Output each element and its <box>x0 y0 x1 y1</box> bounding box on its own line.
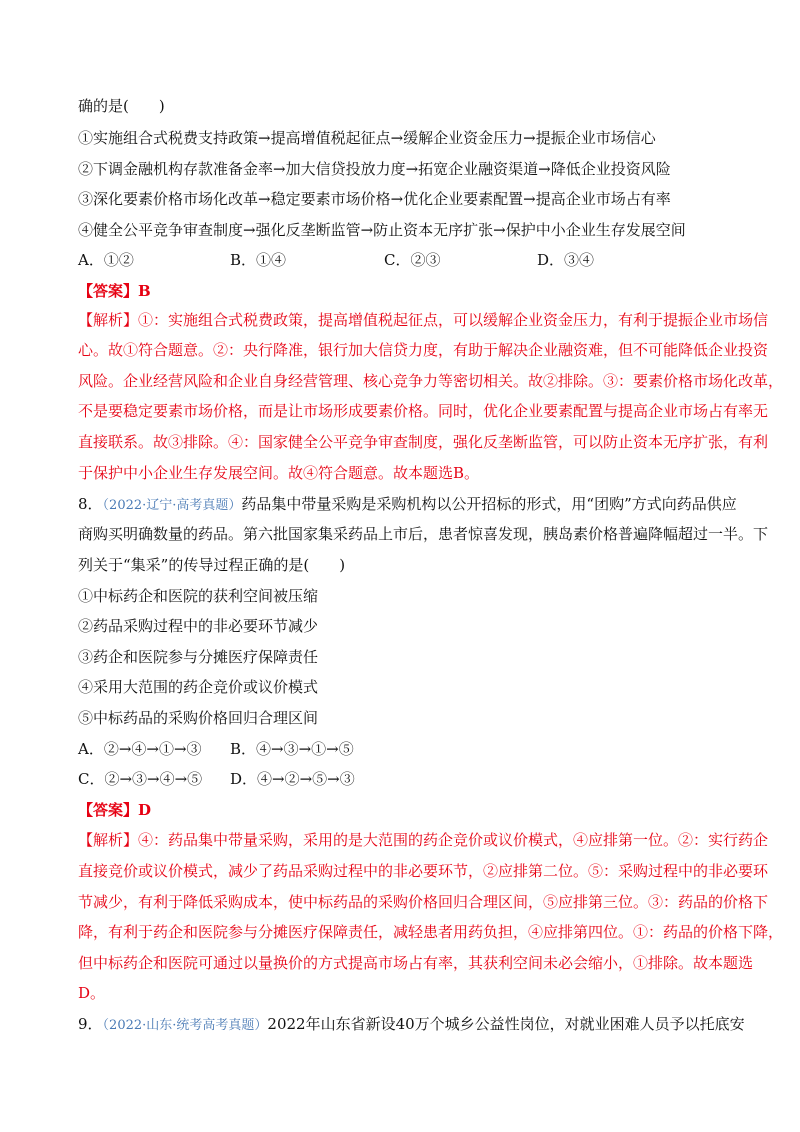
q7-item-3: ③深化要素价格市场化改革→稳定要素市场价格→优化企业要素配置→提高企业市场占有率 <box>78 190 671 208</box>
q7-option-c: C．②③ <box>384 251 441 269</box>
q8-analysis-line-4: 降，有利于药企和医院参与分摊医疗保障责任，减轻患者用药负担，④应排第四位。①：药品的价格下降， <box>78 923 784 941</box>
q7-stem-tail: 确的是( ) <box>78 97 165 115</box>
q7-analysis-line-1: 【解析】①：实施组合式税费政策，提高增值税起征点，可以缓解企业资金压力，有利于提振企业市场信 <box>78 311 769 329</box>
q8-option-c: C．②→③→④→⑤ <box>78 770 203 788</box>
q8-source: （2022·辽宁·高考真题） <box>102 498 242 513</box>
q7-option-a: A．①② <box>78 251 134 269</box>
q7-analysis-line-6: 于保护中小企业生存发展空间。故④符合题意。故本题选B。 <box>78 464 480 482</box>
q8-stem-line-2: 商购买明确数量的药品。第六批国家集采药品上市后，患者惊喜发现，胰岛素价格普遍降幅超过一半。下 <box>78 525 769 543</box>
q7-analysis-line-2: 心。故①符合题意。②：央行降准，银行加大信贷力度，有助于解决企业融资难，但不可能降低企业投资 <box>78 341 769 359</box>
q7-answer: 【答案】B <box>78 282 151 300</box>
q7-analysis-line-4: 不是要稳定要素市场价格，而是让市场形成要素价格。同时，优化企业要素配置与提高企业市场占有率无 <box>78 402 769 420</box>
q8-item-4: ④采用大范围的药企竞价或议价模式 <box>78 678 319 696</box>
q8-answer: 【答案】D <box>78 801 152 819</box>
q8-option-d: D．④→②→⑤→③ <box>230 770 355 788</box>
q8-item-2: ②药品采购过程中的非必要环节减少 <box>78 617 319 635</box>
q7-option-b: B．①④ <box>230 251 287 269</box>
q8-analysis-line-3: 节减少，有利于降低采购成本，使中标药品的采购价格回归合理区间，⑤应排第三位。③：药品的价格下 <box>78 893 769 911</box>
q9-stem: 2022年山东省新设40万个城乡公益性岗位，对就业困难人员予以托底安 <box>267 1015 745 1033</box>
q8-stem-line-3: 列关于“集采”的传导过程正确的是( ) <box>78 556 346 574</box>
q7-item-4: ④健全公平竞争审查制度→强化反垄断监管→防止资本无序扩张→保护中小企业生存发展空间 <box>78 221 686 239</box>
q9-stem-first-line <box>78 1014 745 1036</box>
q8-number: 8． <box>78 495 103 513</box>
q7-analysis-line-5: 直接联系。故③排除。④：国家健全公平竞争审查制度，强化反垄断监管，可以防止资本无序扩张，有利 <box>78 433 769 451</box>
q9-source: （2022·山东·统考高考真题） <box>102 1018 268 1033</box>
q7-item-2: ②下调金融机构存款准备金率→加大信贷投放力度→拓宽企业融资渠道→降低企业投资风险 <box>78 160 671 178</box>
q8-item-5: ⑤中标药品的采购价格回归合理区间 <box>78 709 319 727</box>
q7-option-d: D．③④ <box>537 251 595 269</box>
q8-analysis-line-6: D。 <box>78 984 106 1002</box>
q7-item-1: ①实施组合式税费支持政策→提高增值税起征点→缓解企业资金压力→提振企业市场信心 <box>78 129 656 147</box>
q7-analysis-line-3: 风险。企业经营风险和企业自身经营管理、核心竞争力等密切相关。故②排除。③：要素价格市场化改革， <box>78 372 784 390</box>
q8-item-1: ①中标药企和医院的获利空间被压缩 <box>78 587 319 605</box>
q8-analysis-line-5: 但中标药企和医院可通过以量换价的方式提高市场占有率，其获利空间未必会缩小，①排除。故本题选 <box>78 954 754 972</box>
q9-number: 9． <box>78 1015 103 1033</box>
q8-analysis-line-1: 【解析】④：药品集中带量采购，采用的是大范围的药企竞价或议价模式，④应排第一位。②：实行药企 <box>78 831 769 849</box>
q8-analysis-line-2: 直接竞价或议价模式，减少了药品采购过程中的非必要环节，②应排第二位。⑤：采购过程中的非必要环 <box>78 862 769 880</box>
q8-option-b: B．④→③→①→⑤ <box>230 740 354 758</box>
q8-stem-first-line <box>78 494 737 516</box>
q8-option-a: A．②→④→①→③ <box>78 740 202 758</box>
q8-stem-line-1: 药品集中带量采购是采购机构以公开招标的形式，用“团购”方式向药品供应 <box>241 495 737 513</box>
q8-item-3: ③药企和医院参与分摊医疗保障责任 <box>78 648 319 666</box>
